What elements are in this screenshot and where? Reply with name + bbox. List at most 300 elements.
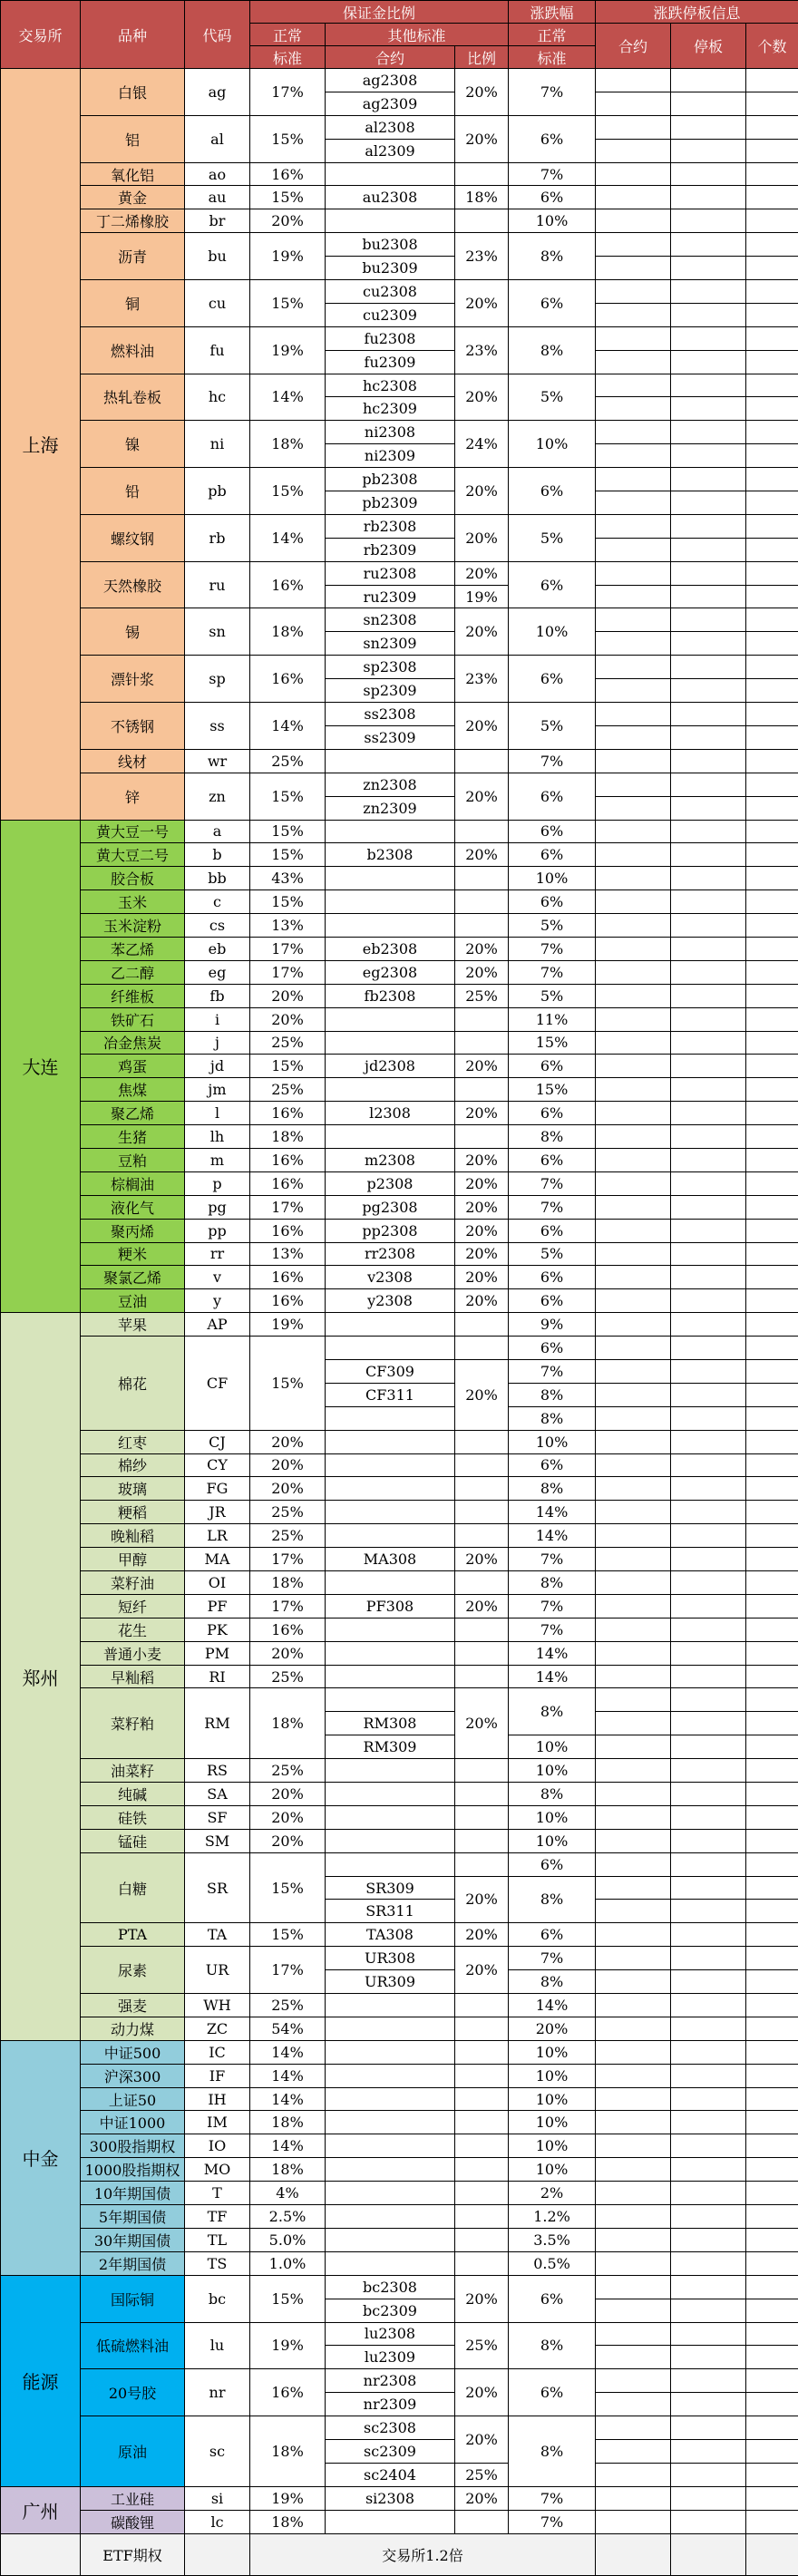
normal-margin: 14% xyxy=(250,374,326,421)
contract-cell: zn2309 xyxy=(326,796,455,820)
limit-contract-cell xyxy=(596,1148,671,1171)
normal-margin: 16% xyxy=(250,656,326,703)
variety-name: 尿素 xyxy=(81,1947,185,1994)
variety-code: c xyxy=(185,890,250,914)
table-row xyxy=(1,1007,798,1031)
ratio-cell xyxy=(455,1618,509,1641)
variety-name: 国际铜 xyxy=(81,2275,185,2322)
table-row xyxy=(1,1501,798,1524)
limit-contract-cell xyxy=(596,2251,671,2275)
variety-name: 镍 xyxy=(81,421,185,468)
count-cell xyxy=(746,679,798,703)
table-row xyxy=(1,2322,798,2346)
count-cell xyxy=(746,1102,798,1125)
count-cell xyxy=(746,1195,798,1219)
table-row xyxy=(1,1266,798,1289)
header-ratio: 比例 xyxy=(455,46,509,69)
contract-cell xyxy=(326,2040,455,2064)
normal-margin: 13% xyxy=(250,914,326,938)
variety-code: TL xyxy=(185,2228,250,2251)
table-row xyxy=(1,186,798,209)
exchange-name: 郑州 xyxy=(1,1313,81,2041)
contract-cell xyxy=(326,1829,455,1852)
stop-board-cell xyxy=(671,257,746,280)
normal-margin: 16% xyxy=(250,1171,326,1195)
contract-cell: fu2309 xyxy=(326,350,455,374)
variety-name: 红枣 xyxy=(81,1430,185,1453)
normal-margin: 15% xyxy=(250,843,326,867)
limit-cell: 14% xyxy=(509,1641,596,1665)
stop-board-cell xyxy=(671,2416,746,2440)
limit-cell: 7% xyxy=(509,1171,596,1195)
table-row xyxy=(1,749,798,773)
contract-cell xyxy=(326,1007,455,1031)
ratio-cell xyxy=(455,1759,509,1783)
variety-name: 强麦 xyxy=(81,1994,185,2017)
limit-cell: 10% xyxy=(509,209,596,233)
limit-contract-cell xyxy=(596,1078,671,1102)
ratio-cell xyxy=(455,2251,509,2275)
count-cell xyxy=(746,703,798,726)
exchange-name: 上海 xyxy=(1,69,81,821)
contract-cell: cu2309 xyxy=(326,303,455,326)
table-row xyxy=(1,914,798,938)
count-cell xyxy=(746,2463,798,2486)
variety-code: RI xyxy=(185,1665,250,1688)
variety-name: 苯乙烯 xyxy=(81,937,185,960)
normal-margin: 15% xyxy=(250,773,326,820)
limit-contract-cell xyxy=(596,1007,671,1031)
variety-name: 聚乙烯 xyxy=(81,1102,185,1125)
table-row xyxy=(1,374,798,397)
normal-margin: 14% xyxy=(250,2040,326,2064)
limit-cell: 6% xyxy=(509,2275,596,2322)
stop-board-cell xyxy=(671,1712,746,1735)
ratio-cell xyxy=(455,1477,509,1501)
count-cell xyxy=(746,162,798,186)
table-row xyxy=(1,1923,798,1947)
contract-cell: p2308 xyxy=(326,1171,455,1195)
variety-name: 胶合板 xyxy=(81,867,185,890)
normal-margin: 18% xyxy=(250,608,326,656)
ratio-cell xyxy=(455,1829,509,1852)
variety-name: 白糖 xyxy=(81,1852,185,1923)
ratio-cell xyxy=(455,2017,509,2040)
limit-cell: 7% xyxy=(509,1359,596,1383)
table-row xyxy=(1,2158,798,2182)
ratio-cell: 25% xyxy=(455,984,509,1007)
ratio-cell xyxy=(455,162,509,186)
variety-code: ss xyxy=(185,703,250,750)
variety-name: 低硫燃料油 xyxy=(81,2322,185,2369)
count-cell xyxy=(746,92,798,115)
variety-code: si xyxy=(185,2486,250,2510)
ratio-cell: 20% xyxy=(455,280,509,327)
contract-cell xyxy=(326,2510,455,2533)
limit-cell: 5% xyxy=(509,703,596,750)
count-cell xyxy=(746,1735,798,1759)
contract-cell: lu2309 xyxy=(326,2346,455,2369)
limit-cell: 2% xyxy=(509,2182,596,2205)
variety-name: 白银 xyxy=(81,69,185,116)
variety-code: hc xyxy=(185,374,250,421)
normal-margin: 20% xyxy=(250,1829,326,1852)
table-row xyxy=(1,1805,798,1829)
limit-contract-cell xyxy=(596,514,671,538)
variety-name: 粳米 xyxy=(81,1242,185,1266)
contract-cell xyxy=(326,1994,455,2017)
contract-cell: CF311 xyxy=(326,1383,455,1406)
table-row xyxy=(1,1289,798,1313)
table-row xyxy=(1,1219,798,1242)
variety-code: ao xyxy=(185,162,250,186)
count-cell xyxy=(746,468,798,491)
ratio-cell xyxy=(455,914,509,938)
variety-name: 锌 xyxy=(81,773,185,820)
variety-code: IM xyxy=(185,2111,250,2134)
stop-board-cell xyxy=(671,2087,746,2111)
variety-code: l xyxy=(185,1102,250,1125)
limit-cell: 10% xyxy=(509,2134,596,2158)
variety-name: 黄金 xyxy=(81,186,185,209)
exchange-name: 中金 xyxy=(1,2040,81,2275)
limit-cell: 8% xyxy=(509,1406,596,1430)
variety-code: br xyxy=(185,209,250,233)
stop-board-cell xyxy=(671,1548,746,1571)
limit-cell: 5% xyxy=(509,374,596,421)
table-row xyxy=(1,937,798,960)
contract-cell xyxy=(326,1805,455,1829)
variety-name: 苹果 xyxy=(81,1313,185,1337)
normal-margin: 14% xyxy=(250,2134,326,2158)
count-cell xyxy=(746,1759,798,1783)
variety-name: 铅 xyxy=(81,468,185,515)
ratio-cell: 20% xyxy=(455,773,509,820)
limit-contract-cell xyxy=(596,1970,671,1994)
count-cell xyxy=(746,1829,798,1852)
stop-board-cell xyxy=(671,1430,746,1453)
count-cell xyxy=(746,1548,798,1571)
stop-board-cell xyxy=(671,162,746,186)
table-row xyxy=(1,1242,798,1266)
limit-contract-cell xyxy=(596,1477,671,1501)
variety-code: IO xyxy=(185,2134,250,2158)
limit-contract-cell xyxy=(596,1289,671,1313)
contract-cell: sc2309 xyxy=(326,2439,455,2463)
count-cell xyxy=(746,1406,798,1430)
count-cell xyxy=(746,1994,798,2017)
variety-name: 棕榈油 xyxy=(81,1171,185,1195)
etf-code-cell xyxy=(185,2533,250,2575)
table-row xyxy=(1,1055,798,1078)
stop-board-cell xyxy=(671,1829,746,1852)
variety-name: 螺纹钢 xyxy=(81,514,185,561)
normal-margin: 18% xyxy=(250,2510,326,2533)
contract-cell: ss2309 xyxy=(326,725,455,749)
count-cell xyxy=(746,2416,798,2440)
count-cell xyxy=(746,1618,798,1641)
variety-code: SA xyxy=(185,1783,250,1806)
limit-contract-cell xyxy=(596,2205,671,2229)
count-cell xyxy=(746,1852,798,1876)
count-cell xyxy=(746,2205,798,2229)
variety-code: au xyxy=(185,186,250,209)
normal-margin: 15% xyxy=(250,280,326,327)
normal-margin: 15% xyxy=(250,468,326,515)
contract-cell: pp2308 xyxy=(326,1219,455,1242)
variety-code: MA xyxy=(185,1548,250,1571)
variety-name: 碳酸锂 xyxy=(81,2510,185,2533)
limit-cell: 15% xyxy=(509,1031,596,1055)
normal-margin: 15% xyxy=(250,1055,326,1078)
stop-board-cell xyxy=(671,914,746,938)
count-cell xyxy=(746,2275,798,2299)
table-row xyxy=(1,1571,798,1595)
limit-cell: 7% xyxy=(509,1195,596,1219)
table-row xyxy=(1,2017,798,2040)
ratio-cell: 20% xyxy=(455,69,509,116)
limit-contract-cell xyxy=(596,1994,671,2017)
stop-board-cell xyxy=(671,2040,746,2064)
table-row xyxy=(1,2510,798,2533)
table-row xyxy=(1,2134,798,2158)
count-cell xyxy=(746,2439,798,2463)
stop-board-cell xyxy=(671,773,746,796)
contract-cell xyxy=(326,1125,455,1149)
ratio-cell xyxy=(455,1031,509,1055)
variety-name: 热轧卷板 xyxy=(81,374,185,421)
contract-cell: cu2308 xyxy=(326,280,455,304)
contract-cell: m2308 xyxy=(326,1148,455,1171)
stop-board-cell xyxy=(671,1453,746,1477)
limit-cell: 7% xyxy=(509,960,596,984)
variety-name: 聚丙烯 xyxy=(81,1219,185,1242)
contract-cell xyxy=(326,890,455,914)
contract-cell: y2308 xyxy=(326,1289,455,1313)
normal-margin: 15% xyxy=(250,186,326,209)
count-cell xyxy=(746,514,798,538)
normal-margin: 25% xyxy=(250,1759,326,1783)
ratio-cell xyxy=(455,1783,509,1806)
header-standard: 标准 xyxy=(250,46,326,69)
ratio-cell: 23% xyxy=(455,326,509,374)
stop-board-cell xyxy=(671,1242,746,1266)
limit-cell: 10% xyxy=(509,608,596,656)
normal-margin: 16% xyxy=(250,1148,326,1171)
ratio-cell xyxy=(455,1078,509,1102)
limit-cell: 8% xyxy=(509,233,596,280)
normal-margin: 18% xyxy=(250,421,326,468)
limit-contract-cell xyxy=(596,2439,671,2463)
count-cell xyxy=(746,1805,798,1829)
stop-board-cell xyxy=(671,796,746,820)
count-cell xyxy=(746,1219,798,1242)
contract-cell: pg2308 xyxy=(326,1195,455,1219)
variety-name: 生猪 xyxy=(81,1125,185,1149)
variety-name: 聚氯乙烯 xyxy=(81,1266,185,1289)
ratio-cell xyxy=(455,209,509,233)
contract-cell: nr2309 xyxy=(326,2393,455,2416)
stop-board-cell xyxy=(671,1055,746,1078)
count-cell xyxy=(746,1383,798,1406)
table-row xyxy=(1,1477,798,1501)
contract-cell: pb2309 xyxy=(326,491,455,515)
variety-name: 棉纱 xyxy=(81,1453,185,1477)
count-cell xyxy=(746,139,798,162)
variety-name: 5年期国债 xyxy=(81,2205,185,2229)
limit-cell: 10% xyxy=(509,1805,596,1829)
table-row xyxy=(1,1852,798,1876)
normal-margin: 14% xyxy=(250,703,326,750)
count-cell xyxy=(746,491,798,515)
normal-margin: 19% xyxy=(250,1313,326,1337)
exchange-name: 大连 xyxy=(1,820,81,1313)
variety-code: eb xyxy=(185,937,250,960)
count-cell xyxy=(746,796,798,820)
variety-code: jm xyxy=(185,1078,250,1102)
stop-board-cell xyxy=(671,1735,746,1759)
count-cell xyxy=(746,749,798,773)
contract-cell xyxy=(326,914,455,938)
stop-board-cell xyxy=(671,960,746,984)
contract-cell: sp2308 xyxy=(326,656,455,679)
limit-contract-cell xyxy=(596,773,671,796)
limit-cell: 8% xyxy=(509,1477,596,1501)
ratio-cell: 20% xyxy=(455,1171,509,1195)
limit-contract-cell xyxy=(596,1383,671,1406)
contract-cell: b2308 xyxy=(326,843,455,867)
count-cell xyxy=(746,1266,798,1289)
limit-contract-cell xyxy=(596,1665,671,1688)
count-cell xyxy=(746,2369,798,2393)
contract-cell: al2308 xyxy=(326,115,455,139)
count-cell xyxy=(746,233,798,257)
ratio-cell: 20% xyxy=(455,843,509,867)
variety-code: PM xyxy=(185,1641,250,1665)
variety-name: 玉米 xyxy=(81,890,185,914)
table-row xyxy=(1,1031,798,1055)
variety-name: 普通小麦 xyxy=(81,1641,185,1665)
normal-margin: 17% xyxy=(250,69,326,116)
contract-cell: ru2308 xyxy=(326,561,455,585)
variety-code: JR xyxy=(185,1501,250,1524)
ratio-cell: 20% xyxy=(455,1923,509,1947)
normal-margin: 18% xyxy=(250,2158,326,2182)
count-cell xyxy=(746,326,798,350)
limit-cell: 7% xyxy=(509,162,596,186)
limit-contract-cell xyxy=(596,233,671,257)
limit-contract-cell xyxy=(596,2087,671,2111)
stop-board-cell xyxy=(671,1594,746,1618)
variety-code: sn xyxy=(185,608,250,656)
contract-cell: RM308 xyxy=(326,1712,455,1735)
contract-cell: rb2308 xyxy=(326,514,455,538)
normal-margin: 14% xyxy=(250,514,326,561)
contract-cell xyxy=(326,1477,455,1501)
count-cell xyxy=(746,773,798,796)
stop-board-cell xyxy=(671,843,746,867)
limit-cell: 8% xyxy=(509,1876,596,1923)
count-cell xyxy=(746,115,798,139)
variety-code: RS xyxy=(185,1759,250,1783)
limit-cell: 6% xyxy=(509,843,596,867)
limit-cell: 8% xyxy=(509,1970,596,1994)
contract-cell: pb2308 xyxy=(326,468,455,491)
count-cell xyxy=(746,820,798,843)
ratio-cell: 20% xyxy=(455,1688,509,1759)
normal-margin: 16% xyxy=(250,1219,326,1242)
normal-margin: 15% xyxy=(250,1337,326,1431)
stop-board-cell xyxy=(671,1031,746,1055)
ratio-cell: 23% xyxy=(455,233,509,280)
count-cell xyxy=(746,1359,798,1383)
etf-exchange-cell xyxy=(1,2533,81,2575)
variety-name: 2年期国债 xyxy=(81,2251,185,2275)
ratio-cell: 20% xyxy=(455,2416,509,2464)
limit-contract-cell xyxy=(596,2040,671,2064)
normal-margin: 25% xyxy=(250,749,326,773)
contract-cell: bc2309 xyxy=(326,2299,455,2322)
contract-cell: v2308 xyxy=(326,1266,455,1289)
variety-code: bu xyxy=(185,233,250,280)
limit-contract-cell xyxy=(596,2416,671,2440)
ratio-cell xyxy=(455,2134,509,2158)
limit-contract-cell xyxy=(596,468,671,491)
contract-cell xyxy=(326,1688,455,1712)
limit-cell: 6% xyxy=(509,1102,596,1125)
variety-name: 10年期国债 xyxy=(81,2182,185,2205)
count-cell xyxy=(746,2393,798,2416)
limit-contract-cell xyxy=(596,1524,671,1548)
variety-code: bc xyxy=(185,2275,250,2322)
limit-contract-cell xyxy=(596,1031,671,1055)
variety-code: b xyxy=(185,843,250,867)
limit-contract-cell xyxy=(596,984,671,1007)
limit-cell: 10% xyxy=(509,867,596,890)
stop-board-cell xyxy=(671,1900,746,1923)
variety-code: RM xyxy=(185,1688,250,1759)
table-row xyxy=(1,233,798,257)
limit-contract-cell xyxy=(596,1805,671,1829)
ratio-cell xyxy=(455,2111,509,2134)
count-cell xyxy=(746,1524,798,1548)
limit-cell: 8% xyxy=(509,1571,596,1595)
etf-text: 交易所1.2倍 xyxy=(250,2533,596,2575)
stop-board-cell xyxy=(671,1501,746,1524)
variety-name: 中证1000 xyxy=(81,2111,185,2134)
variety-name: 早籼稻 xyxy=(81,1665,185,1688)
count-cell xyxy=(746,725,798,749)
limit-cell: 6% xyxy=(509,280,596,327)
normal-margin: 15% xyxy=(250,115,326,162)
ratio-cell: 20% xyxy=(455,115,509,162)
limit-cell: 10% xyxy=(509,1430,596,1453)
table-row xyxy=(1,2416,798,2440)
normal-margin: 18% xyxy=(250,1125,326,1149)
stop-board-cell xyxy=(671,1219,746,1242)
ratio-cell: 20% xyxy=(455,608,509,656)
contract-cell xyxy=(326,1337,455,1360)
limit-cell: 20% xyxy=(509,2017,596,2040)
stop-board-cell xyxy=(671,1688,746,1712)
variety-code: IC xyxy=(185,2040,250,2064)
stop-board-cell xyxy=(671,2486,746,2510)
stop-board-cell xyxy=(671,444,746,468)
ratio-cell xyxy=(455,1665,509,1688)
limit-cell: 7% xyxy=(509,69,596,116)
variety-name: 鸡蛋 xyxy=(81,1055,185,1078)
count-cell xyxy=(746,984,798,1007)
